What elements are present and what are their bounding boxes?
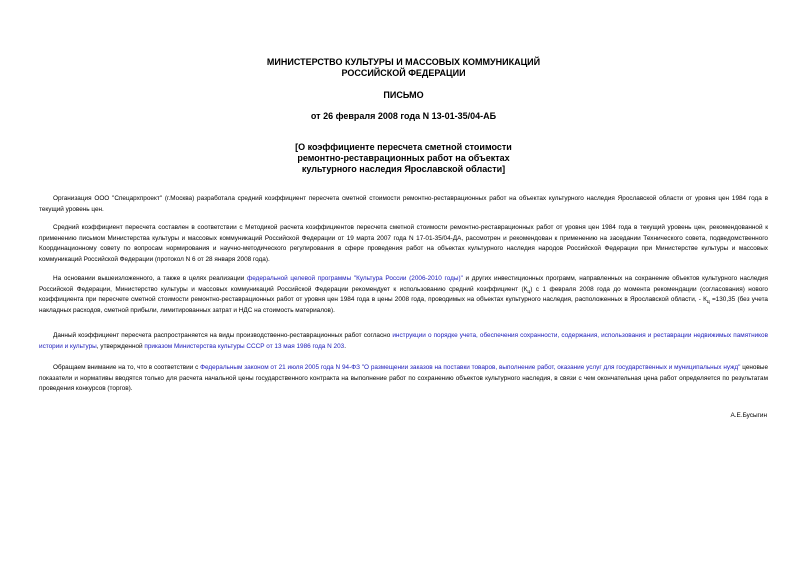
paragraph-2: Средний коэффициент пересчета составлен в соответствии с Методикой расчета коэффициентов пересчета сметной стоимости ремонтно-реставрационных работ от уровня цен 1984 года в текущий уровень цен, рекомендованной к применению письмом Министерства культуры и массовых коммуникаций Российской Федерации от 19 марта 2007 года N 17-01-35/04-ДА, рассмотрен и рекомендован к применению на заседании Технического совета, подведомственного Координационному совету по вопросам нормирования и научно-методического регулирования в сфере проведения работ на объектах культурного наследия народов Российской Федерации при Министерстве культуры и массовых коммуникаций Российской Федерации (протокол N 6 от 28 января 2008 года). xyxy=(39,224,768,263)
paragraph-5-text-2: ценовые показатели и нормативы вводятся только для расчета начальной цены государственного контракта на выполнение работ по сохранению объектов культурного наследия, в связи с чем окончательная цена работ определяется по результатам проведения конкурсов (торгов). xyxy=(39,364,769,392)
paragraph-3-text-1: На основании вышеизложенного, а также в целях реализации xyxy=(53,275,247,282)
link-order-ussr[interactable]: приказом Министерства культуры СССР от 13 мая 1986 года N 203 xyxy=(144,342,345,350)
paragraph-5-text-1: Обращаем внимание на то, что в соответствии с xyxy=(53,364,201,371)
paragraph-3 xyxy=(39,274,768,316)
paragraph-4-text-2: , утвержденной xyxy=(96,342,145,350)
document-type: ПИСЬМО xyxy=(383,90,424,100)
ministry-line-1: МИНИСТЕРСТВО КУЛЬТУРЫ И МАССОВЫХ КОММУНИКАЦИЙ xyxy=(266,57,541,67)
paragraph-3-text-3: ) с 1 февраля 2008 года до момента рекомендации (согласования) нового коэффициента при пересчете сметной стоимости ремонтно-реставрационных работ от уровня цен 1984 года в цены 2008 года, проводимых на объектах культурного наследия, расположенных в Ярославской области, - К xyxy=(39,285,768,303)
subject-line-2: ремонтно-реставрационных работ на объектах xyxy=(297,153,510,163)
paragraph-5 xyxy=(39,363,768,395)
subscript-c-2: ц xyxy=(706,299,710,305)
link-instruction[interactable]: инструкции о порядке учета, обеспечения сохранности, содержания, использования и реставрации недвижимых памятников истории и культуры xyxy=(39,332,768,350)
paragraph-4 xyxy=(39,331,768,352)
subject-line-1: [О коэффициенте пересчета сметной стоимости xyxy=(295,142,512,152)
signature: А.Е.Бусыгин xyxy=(730,412,767,419)
link-federal-program[interactable]: федеральной целевой программы "Культура России (2006-2010 годы)" xyxy=(246,275,463,282)
ministry-line-2: РОССИЙСКОЙ ФЕДЕРАЦИИ xyxy=(341,68,466,78)
link-federal-law[interactable]: Федеральным законом от 21 июля 2005 года N 94-ФЗ "О размещении заказов на поставки товаров, выполнение работ, оказание услуг для государственных и муниципальных нужд" xyxy=(200,364,741,371)
paragraph-4-text-1: Данный коэффициент пересчета распространяется на виды производственно-реставрационных работ согласно xyxy=(53,332,393,339)
subscript-c-1: ц xyxy=(527,288,531,295)
paragraph-3-text-2: и других инвестиционных программ, направленных на сохранение объектов культурного наследия Российской Федерации, Министерство культуры и массовых коммуникаций Российской Федерации рекомендует к использованию средний коэффициент (К xyxy=(39,275,769,293)
document-date-number: от 26 февраля 2008 года N 13-01-35/04-АБ xyxy=(310,111,497,121)
paragraph-1: Организация ООО "Спецархпроект" (г.Москва) разработала средний коэффициент пересчета сметной стоимости ремонтно-реставрационных работ на объектах культурного наследия Ярославской области от уровня цен 1984 года в текущий уровень цен. xyxy=(39,195,768,213)
paragraph-3-text-4: =130,35 (без учета накладных расходов, сметной прибыли, лимитированных затрат и НДС на стоимость материалов). xyxy=(39,296,768,314)
subject-line-3: культурного наследия Ярославской области] xyxy=(301,164,506,174)
paragraph-4-text-3: . xyxy=(344,342,346,350)
